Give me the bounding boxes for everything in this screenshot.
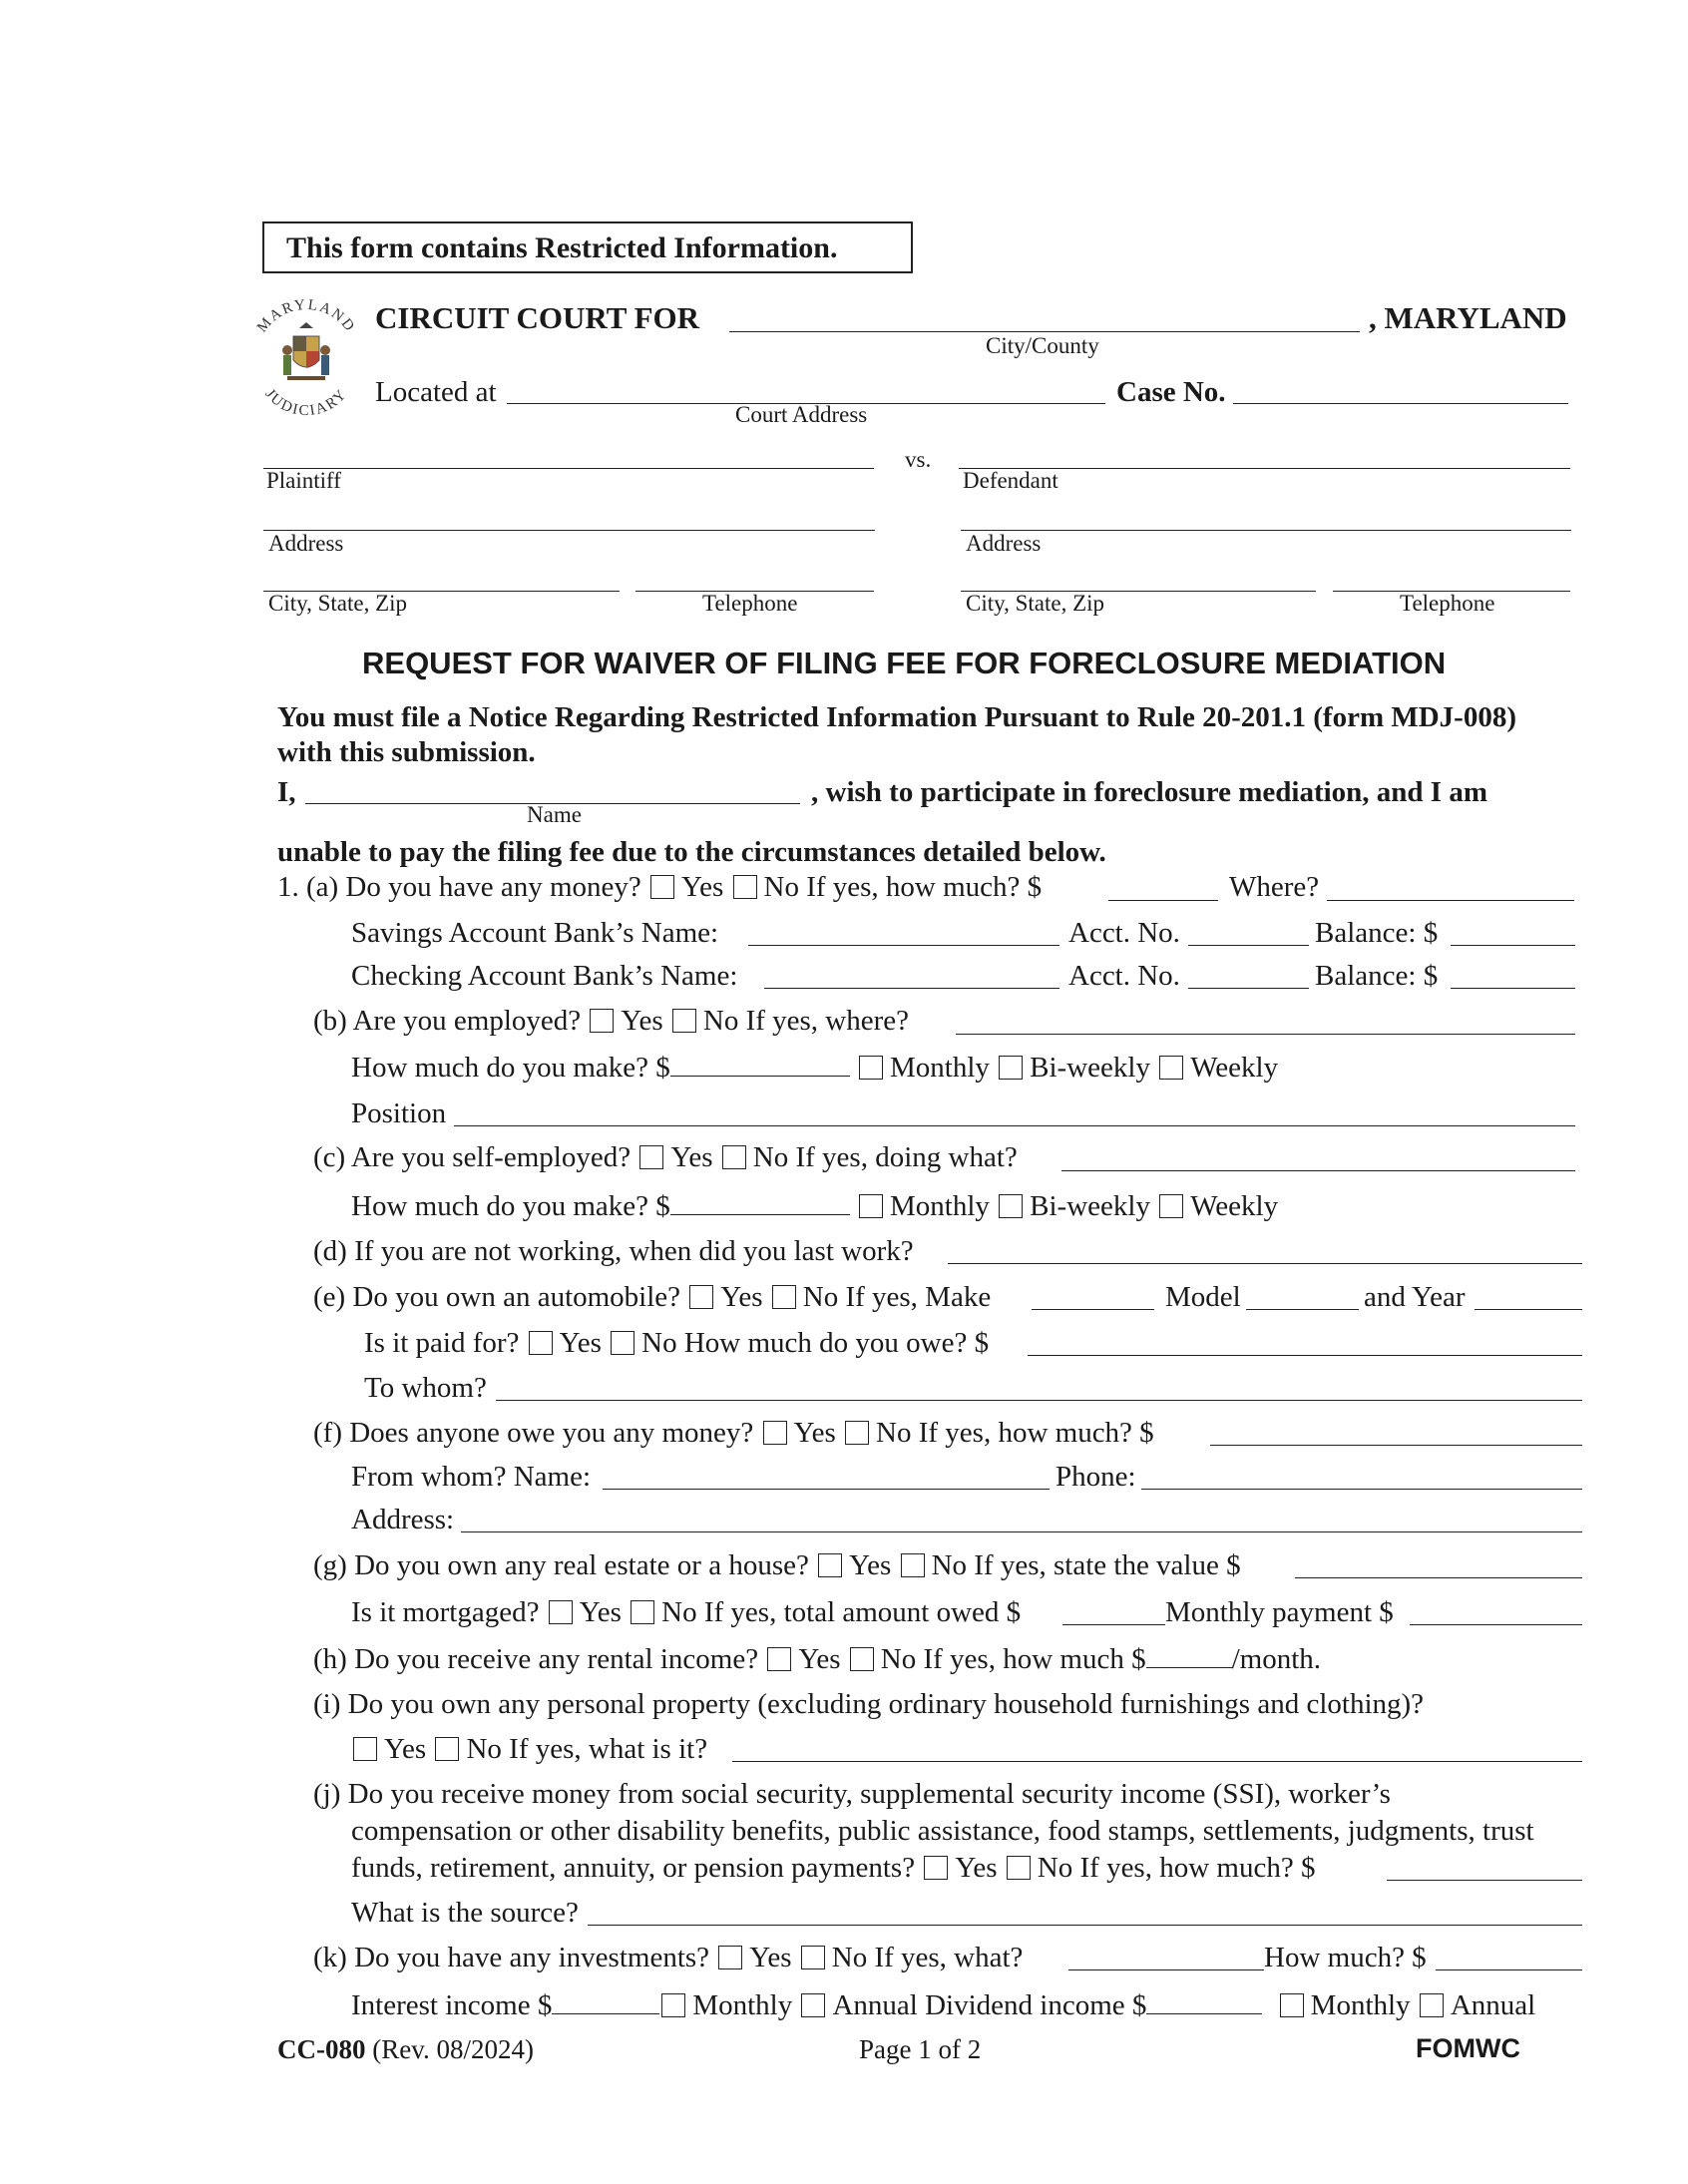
svg-text:JUDICIARY (261, 386, 350, 419)
footer-form-id-row (277, 2032, 534, 2066)
g-mortgaged-yes-checkbox[interactable] (549, 1600, 573, 1624)
b-monthly-label: Monthly (890, 1052, 990, 1084)
f-yes-label: Yes (793, 1417, 836, 1449)
seal-bottom-arc: JUDICIARY (261, 385, 351, 420)
k-howmuch-field[interactable] (1436, 1969, 1582, 1970)
a-howmuch-label: If yes, how much? $ (806, 871, 1043, 903)
e-no-checkbox[interactable] (772, 1285, 796, 1309)
footer-page: Page 1 of 2 (859, 2034, 982, 2064)
g-monthly-payment-field[interactable] (1410, 1624, 1582, 1625)
c-pay-field[interactable] (670, 1192, 850, 1215)
question-a (277, 870, 1042, 904)
j-yes-checkbox[interactable] (924, 1856, 948, 1880)
footer-code: FOMWC (1416, 2033, 1520, 2063)
question-c (313, 1140, 1018, 1174)
checking-acct-label: Acct. No. (1068, 960, 1180, 992)
e-year-field[interactable] (1475, 1309, 1582, 1310)
b-no-label: No (702, 1005, 739, 1037)
plaintiff-address-field[interactable] (263, 530, 875, 531)
savings-label: Savings Account Bank’s Name: (351, 917, 719, 949)
question-h-text: (h) Do you receive any rental income? (313, 1643, 759, 1675)
g-mortgaged-no-label: No (661, 1596, 697, 1628)
c-no-label: No (752, 1141, 789, 1173)
b-biweekly-label: Bi-weekly (1030, 1052, 1150, 1084)
k-no-label: No (831, 1942, 868, 1973)
c-weekly-checkbox[interactable] (1159, 1194, 1183, 1218)
court-label: CIRCUIT COURT FOR (375, 300, 700, 335)
j-line-3-text: funds, retirement, annuity, or pension payments? (351, 1852, 916, 1884)
k-interest-monthly-checkbox[interactable] (661, 1993, 685, 2017)
c-yes-checkbox[interactable] (639, 1145, 663, 1169)
f-phone-field[interactable] (1141, 1489, 1582, 1490)
located-label: Located at (375, 376, 497, 408)
g-no-label: No (931, 1549, 968, 1581)
f-no-checkbox[interactable] (845, 1421, 869, 1445)
e-model-label: Model (1165, 1281, 1241, 1313)
h-month-label: /month. (1231, 1643, 1321, 1675)
i-what-field[interactable] (732, 1761, 1582, 1762)
k-interest-monthly-label: Monthly (692, 1989, 793, 2021)
f-fromwhom-label: From whom? Name: (351, 1461, 592, 1493)
a-where-label: Where? (1229, 871, 1320, 903)
question-a-text: 1. (a) Do you have any money? (277, 871, 641, 903)
e-towhom-field[interactable] (496, 1400, 1582, 1401)
coat-of-arms-icon (282, 322, 330, 380)
f-amount-field[interactable] (1210, 1445, 1582, 1446)
position-field[interactable] (454, 1125, 1575, 1126)
svg-text:MARYLAND (254, 297, 358, 336)
wish-text: , wish to participate in foreclosure mediation, and I am (811, 776, 1488, 808)
j-source-label: What is the source? (351, 1897, 579, 1929)
case-no-field[interactable] (1233, 403, 1568, 404)
checking-label: Checking Account Bank’s Name: (351, 960, 738, 992)
checking-balance-field[interactable] (1451, 988, 1575, 989)
e-paid-no-checkbox[interactable] (611, 1331, 634, 1355)
b-pay-field[interactable] (670, 1054, 850, 1077)
g-value-label: If yes, state the value $ (974, 1549, 1241, 1581)
question-f-text: (f) Does anyone owe you any money? (313, 1417, 754, 1449)
restricted-notice-text: This form contains Restricted Information. (286, 231, 838, 264)
f-name-field[interactable] (603, 1489, 1050, 1490)
c-pay-label: How much do you make? $ (351, 1190, 670, 1222)
question-e-text: (e) Do you own an automobile? (313, 1281, 681, 1313)
c-pay-row (351, 1189, 1278, 1223)
c-monthly-checkbox[interactable] (859, 1194, 883, 1218)
g-mortgaged-label: Is it mortgaged? (351, 1596, 540, 1628)
e-paid-row (364, 1326, 989, 1360)
j-no-checkbox[interactable] (1007, 1856, 1031, 1880)
notice-line-2: with this submission. (277, 736, 536, 768)
question-c-text: (c) Are you self-employed? (313, 1141, 632, 1173)
question-g (313, 1548, 1241, 1582)
k-dividend-annual-label: Annual (1450, 1989, 1536, 2021)
defendant-address-caption: Address (966, 531, 1042, 556)
plaintiff-city-caption: City, State, Zip (268, 591, 408, 616)
k-interest-label: Interest income $ (351, 1989, 553, 2021)
question-j-line-2: compensation or other disability benefits, public assistance, food stamps, settlements, judgments, trust (351, 1815, 1534, 1847)
g-no-checkbox[interactable] (901, 1553, 925, 1577)
name-caption: Name (527, 802, 582, 827)
h-howmuch-label: If yes, how much $ (923, 1643, 1146, 1675)
i-label: I, (277, 776, 296, 808)
e-towhom-label: To whom? (364, 1372, 487, 1404)
checking-bank-field[interactable] (764, 988, 1059, 989)
g-monthly-payment-label: Monthly payment $ (1165, 1596, 1394, 1628)
plaintiff-caption: Plaintiff (266, 468, 341, 493)
case-no-label: Case No. (1116, 376, 1226, 408)
c-doing-field[interactable] (1061, 1170, 1575, 1171)
g-value-field[interactable] (1295, 1577, 1582, 1578)
k-income-row (351, 1988, 1535, 2022)
k-yes-label: Yes (749, 1942, 792, 1973)
k-dividend-field[interactable] (1146, 1991, 1262, 2014)
question-b (313, 1004, 909, 1038)
savings-bank-field[interactable] (748, 945, 1059, 946)
h-no-label: No (880, 1643, 917, 1675)
b-where-label: If yes, where? (745, 1005, 910, 1037)
h-amount-field[interactable] (1146, 1645, 1232, 1668)
a-where-field[interactable] (1327, 900, 1574, 901)
question-g-text: (g) Do you own any real estate or a house? (313, 1549, 809, 1581)
question-j-line-3 (351, 1851, 1315, 1885)
g-owed-label: If yes, total amount owed $ (703, 1596, 1022, 1628)
j-amount-field[interactable] (1387, 1880, 1582, 1881)
city-county-field[interactable] (729, 331, 1360, 332)
question-h (313, 1642, 1321, 1676)
c-monthly-label: Monthly (890, 1190, 990, 1222)
defendant-telephone-caption: Telephone (1400, 591, 1495, 616)
b-biweekly-checkbox[interactable] (999, 1056, 1023, 1080)
defendant-address-field[interactable] (961, 530, 1571, 531)
state-label: , MARYLAND (1369, 300, 1567, 335)
checking-acct-field[interactable] (1188, 988, 1309, 989)
e-paid-yes-checkbox[interactable] (529, 1331, 553, 1355)
position-label: Position (351, 1097, 447, 1129)
question-i-text: (i) Do you own any personal property (excluding ordinary household furnishings and clothing)? (313, 1688, 1425, 1720)
c-biweekly-checkbox[interactable] (999, 1194, 1023, 1218)
savings-acct-label: Acct. No. (1068, 917, 1180, 949)
k-interest-field[interactable] (552, 1991, 659, 2014)
k-no-checkbox[interactable] (801, 1946, 825, 1969)
restricted-notice-box (262, 221, 913, 273)
defendant-city-caption: City, State, Zip (966, 591, 1105, 616)
e-model-field[interactable] (1246, 1309, 1359, 1310)
f-address-field[interactable] (461, 1531, 1582, 1532)
e-paid-no-label: No (641, 1327, 677, 1359)
e-no-label: No (802, 1281, 839, 1313)
b-no-checkbox[interactable] (672, 1009, 696, 1033)
c-biweekly-label: Bi-weekly (1030, 1190, 1150, 1222)
g-owed-field[interactable] (1062, 1624, 1165, 1625)
i-what-label: If yes, what is it? (509, 1733, 708, 1765)
question-j-line-1: (j) Do you receive money from social security, supplemental security income (SSI), worker’s (313, 1778, 1391, 1810)
question-d-text: (d) If you are not working, when did you last work? (313, 1235, 914, 1267)
checking-balance-label: Balance: $ (1315, 960, 1439, 992)
e-yes-checkbox[interactable] (689, 1285, 713, 1309)
plaintiff-telephone-caption: Telephone (702, 591, 798, 616)
f-howmuch-label: If yes, how much? $ (918, 1417, 1154, 1449)
e-owe-label: How much do you owe? $ (683, 1327, 990, 1359)
b-pay-label: How much do you make? $ (351, 1052, 670, 1084)
c-yes-label: Yes (670, 1141, 713, 1173)
j-source-field[interactable] (588, 1925, 1582, 1926)
k-dividend-label: Annual Dividend income $ (832, 1989, 1147, 2021)
b-weekly-label: Weekly (1190, 1052, 1279, 1084)
k-dividend-monthly-checkbox[interactable] (1280, 1993, 1304, 2017)
e-make-field[interactable] (1032, 1309, 1154, 1310)
plaintiff-field[interactable] (263, 468, 874, 469)
notice-line-1: You must file a Notice Regarding Restricted Information Pursuant to Rule 20-201.1 (form MDJ-008) (277, 701, 1516, 733)
g-mortgaged-no-checkbox[interactable] (631, 1600, 654, 1624)
g-mortgage-row (351, 1595, 1021, 1629)
question-f (313, 1416, 1154, 1450)
e-make-label: If yes, Make (845, 1281, 992, 1313)
f-no-label: No (876, 1417, 912, 1449)
question-k-text: (k) Do you have any investments? (313, 1942, 710, 1973)
city-county-caption: City/County (986, 333, 1099, 358)
k-interest-annual-checkbox[interactable] (801, 1993, 825, 2017)
b-weekly-checkbox[interactable] (1159, 1056, 1183, 1080)
i-no-checkbox[interactable] (435, 1737, 459, 1761)
question-e (313, 1280, 991, 1314)
b-employer-field[interactable] (956, 1034, 1575, 1035)
k-yes-checkbox[interactable] (718, 1946, 742, 1969)
a-yes-checkbox[interactable] (650, 875, 674, 899)
f-phone-label: Phone: (1055, 1461, 1136, 1493)
k-dividend-annual-checkbox[interactable] (1420, 1993, 1444, 2017)
i-yes-checkbox[interactable] (353, 1737, 377, 1761)
i-yes-label: Yes (384, 1733, 427, 1765)
b-monthly-checkbox[interactable] (859, 1056, 883, 1080)
i-answer-row (351, 1732, 707, 1766)
k-what-field[interactable] (1068, 1969, 1264, 1970)
g-mortgaged-yes-label: Yes (579, 1596, 622, 1628)
e-paid-yes-label: Yes (559, 1327, 602, 1359)
form-title: REQUEST FOR WAIVER OF FILING FEE FOR FORECLOSURE MEDIATION (362, 646, 1447, 680)
h-yes-checkbox[interactable] (767, 1647, 791, 1671)
c-doing-label: If yes, doing what? (795, 1141, 1018, 1173)
c-weekly-label: Weekly (1190, 1190, 1279, 1222)
e-owe-field[interactable] (1028, 1355, 1582, 1356)
b-yes-checkbox[interactable] (590, 1009, 614, 1033)
question-k (313, 1941, 1023, 1974)
g-yes-checkbox[interactable] (818, 1553, 842, 1577)
b-pay-row (351, 1051, 1278, 1085)
defendant-caption: Defendant (963, 468, 1058, 493)
seal-top-arc: MARYLAND (253, 296, 359, 336)
e-year-label: and Year (1364, 1281, 1466, 1313)
g-yes-label: Yes (849, 1549, 892, 1581)
h-no-checkbox[interactable] (850, 1647, 874, 1671)
savings-balance-label: Balance: $ (1315, 917, 1439, 949)
footer-revision: (Rev. 08/2024) (372, 2034, 534, 2064)
e-paid-label: Is it paid for? (364, 1327, 520, 1359)
unable-text: unable to pay the filing fee due to the circumstances detailed below. (277, 836, 1106, 868)
a-amount-field[interactable] (1108, 900, 1218, 901)
j-yes-label: Yes (955, 1852, 998, 1884)
k-what-label: If yes, what? (874, 1942, 1024, 1973)
plaintiff-address-caption: Address (268, 531, 344, 556)
footer-form-id: CC-080 (277, 2034, 366, 2064)
e-yes-label: Yes (720, 1281, 763, 1313)
k-howmuch-label: How much? $ (1264, 1942, 1427, 1973)
j-howmuch-label: If yes, how much? $ (1079, 1852, 1316, 1884)
f-address-label: Address: (351, 1504, 455, 1535)
k-dividend-monthly-label: Monthly (1310, 1989, 1411, 2021)
b-yes-label: Yes (621, 1005, 663, 1037)
question-b-text: (b) Are you employed? (313, 1005, 582, 1037)
savings-acct-field[interactable] (1188, 945, 1309, 946)
a-no-label: No (763, 871, 799, 903)
j-no-label: No (1037, 1852, 1073, 1884)
savings-balance-field[interactable] (1451, 945, 1575, 946)
a-no-checkbox[interactable] (733, 875, 757, 899)
a-yes-label: Yes (681, 871, 724, 903)
f-yes-checkbox[interactable] (763, 1421, 787, 1445)
d-last-work-field[interactable] (948, 1263, 1582, 1264)
c-no-checkbox[interactable] (722, 1145, 746, 1169)
vs-label: vs. (905, 447, 932, 472)
h-yes-label: Yes (798, 1643, 841, 1675)
court-address-caption: Court Address (735, 402, 868, 427)
i-no-label: No (466, 1733, 502, 1765)
maryland-judiciary-seal (247, 294, 365, 424)
